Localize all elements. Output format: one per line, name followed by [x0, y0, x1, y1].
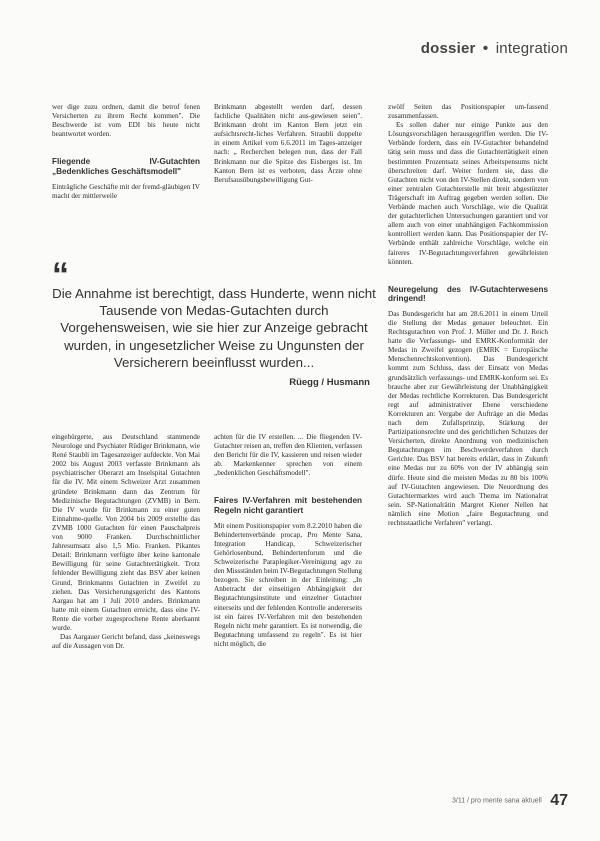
magazine-name: 3/11 / pro mente sana aktuell	[451, 797, 542, 805]
paragraph: Das Bundesgericht hat am 28.6.2011 in einem Urteil die Stellung der Medas genauer beleuchtet. Ein Rechtsgutachten von Prof. J. Müller und Dr. J. Reich hatte die Verfassungs- und EMRK-Konformität der Medas in Zweifel gezogen (EMRK = Europäische Menschenrechtskonvention). Das Bundesgericht kommt zum Schluss, dass der Einsatz von Medas grundsätzlich verfassungs- und EMRK-konform sei. Es brauche aber zur Gewährleistung der Unabhängigkeit der Medas rechtliche Korrekturen. Das Bundesgericht regt auf administrativer Ebene verschiedene Korrekturen an: Vergabe der Aufträge an die Medas nach dem Zufallsprinzip, Stärkung der Partizipationsrechte und des gerichtlichen Schutzes der Versicherten, direkte Anordnung von medizinischen Begutachtungen im Beschwerdeverfahren durch Gerichte. Das BSV hat bereits erklärt, dass in Zukunft eine Medas nur zu 60% von der IV abhängig sein dürfe. Heute sind die meisten Medas zu 80 bis 100% auf IV-Gutachten angewiesen. Die Neuordnung des Gutachtermarktes wird auch Thema im Nationalrat sein. SP-Nationalrätin Margret Kiener Nellen hat nämlich eine Motion „faire Begutachtung und rechtsstaatliche Verfahren" verlangt.	[388, 309, 548, 528]
quote-text: Die Annahme ist berechtigt, dass Hunderte, wenn nicht Tausende von Medas-Gutachten durch Vorgehensweisen, wie sie hier zur Anzeige gebracht wurden, in ungesetzlicher Weise zu Ungunsten der Versicherern beeinflusst wurden...	[52, 286, 376, 370]
subheading: Fliegende IV-Gutachten „Bedenkliches Geschäftsmodell"	[52, 157, 200, 176]
paragraph: Mit einem Positionspapier vom 8.2.2010 haben die Behindertenverbände procap, Pro Mente Sana, Integration Handicap, Schweizerischer Gehörlosenbund, Behindertenforum und die Schweizerische Paraplegiker-Vereinigung agv zu den Missständen beim IV-Begutachtungen Stellung bezogen. Sie schreiben in der Einleitung: „In Anbetracht der einseitigen Abhängigkeit der Begutachtungsinstitute und einzelner Gutachter einerseits und der fehlenden Kontrolle andererseits ist ein faires IV-Verfahren mit den bestehenden Regeln nicht mehr garantiert. Es ist notwendig, die Begutachtung umfassend zu regeln". Es ist hier nicht möglich, die	[214, 521, 362, 648]
subheading: Neuregelung des IV-Gutachterwesens dringend!	[388, 284, 548, 304]
bullet: •	[482, 40, 489, 57]
paragraph: zwölf Seiten das Positionspapier um-fassend zusammenfassen.	[388, 103, 548, 121]
paragraph: Einträgliche Geschäfte mit der fremd-gläubigen IV macht der mittlerweile	[52, 182, 200, 200]
section-header	[421, 40, 568, 57]
column-1-top	[52, 103, 200, 201]
column-2-top	[214, 103, 362, 185]
column-3	[388, 103, 548, 528]
paragraph: achten für die IV erstellen. ... Die fliegenden IV-Gutachter reisen an, treffen den Klienten, verfassen den Bericht für die IV, kassieren und reisen wieder ab. Markenkenner sprechen von einem „bedenklichen Geschäftsmodell".	[214, 433, 362, 478]
subheading: Faires IV-Verfahren mit bestehenden Regeln nicht garantiert	[214, 496, 362, 516]
paragraph: Es sollen daher nur einige Punkte aus den Lösungsvorschlägen herausgegriffen werden. Die IV-Verbände fordern, dass ein IV-Gutachter behandelnd tätig sein muss und dass die Gutachtertätigkeit einen bestimmten Prozentsatz seines Arbeitspensums nicht überschreiten darf. Weiter fordern sie, dass die Gutachten nicht von den IV-Stellen direkt, sondern von einer zentralen Gutachterstelle mit breit abgestützter Trägerschaft im Auftrag gegeben werden sollen. Die Verbände machen auch Vorschläge, wie die Qualität der gutachterlichen Untersuchungen garantiert und vor allem auch von einer unabhängigen Fachkommission kontrolliert werden kann. Das Positionspapier der IV-Verbände enthält zahlreiche Vorschläge, welche ein faireres IV-Begutachtungsverfahren gewährleisten könnten.	[388, 121, 548, 266]
quote-byline: Rüegg / Husmann	[289, 377, 370, 389]
column-1-bottom	[52, 433, 200, 651]
paragraph: Das Aargauer Gericht befand, dass „keineswegs auf die Aussagen von Dr.	[52, 633, 200, 651]
page-number: 47	[550, 791, 568, 809]
paragraph: eingebürgerte, aus Deutschland stammende Neurologe und Psychiater Rüdiger Brinkmann, wie René Staubli im Tagesanzeiger aufdeckte. Von Mai 2002 bis August 2003 verfasste Brinkmann als psychiatrischer Oberarzt am Inselspital Gutachten für die IV. Mit einem Schweizer Arzt zusammen gründete Brinkmann dann das Zentrum für Medizinische Begutachtungen (ZVMB) in Bern. Die IV wurde für Brinkmann zu einer guten Einnahme-quelle. Von 2004 bis 2009 erstellte das ZVMB 1000 Gutachten für einen Pauschalpreis von 9000 Franken. Durchschnittlicher Jahresumsatz also 1,5 Mio. Franken. Pikantes Detail: Brinkmann verfügte über keine kantonale Bewilligung für seine Gutachtertätigkeit. Trotz fehlender Bewilligung zieht das BSV aber keinen Grund, Brinkmanns Gutachten in Zweifel zu ziehen. Das Versicherungsgericht des Kantons Aargau hat am 1 Juli 2010 anders. Brinkmann hatte mit einem Gutachten erreicht, dass eine IV-Rente die vorher zugesprochene Rente aberkannt wurde.	[52, 433, 200, 632]
pull-quote	[52, 256, 376, 389]
topic-label: integration	[495, 40, 568, 57]
paragraph: Brinkmann abgestellt werden darf, dessen fachliche Qualitäten nicht aus-gewiesen seien". Brinkmann droht im Kanton Bern jetzt ein aufsichtsrecht-liches Verfahren. Straubli doppelte in einem Artikel vom 6.6.2011 im Tages-anzeiger nach: „ Recherchen belegen nun, dass der Fall Brinkmann nur die Spitze des Eisberges ist. Im Kanton Bern ist es verboten, dass Ärzte ohne Berufsausübungsbewilligung Gut-	[214, 103, 362, 184]
quote-mark-icon: “	[52, 256, 69, 294]
section-label: dossier	[420, 40, 476, 57]
page-footer	[452, 792, 568, 810]
column-2-bottom	[214, 433, 362, 649]
paragraph: wer dige zuzu ordnen, damit die betrof fenen Versicherten zu ihrem Recht kommen". Die Beschwerde ist vom EDI bis heute nicht beantwortet worden.	[52, 103, 200, 139]
